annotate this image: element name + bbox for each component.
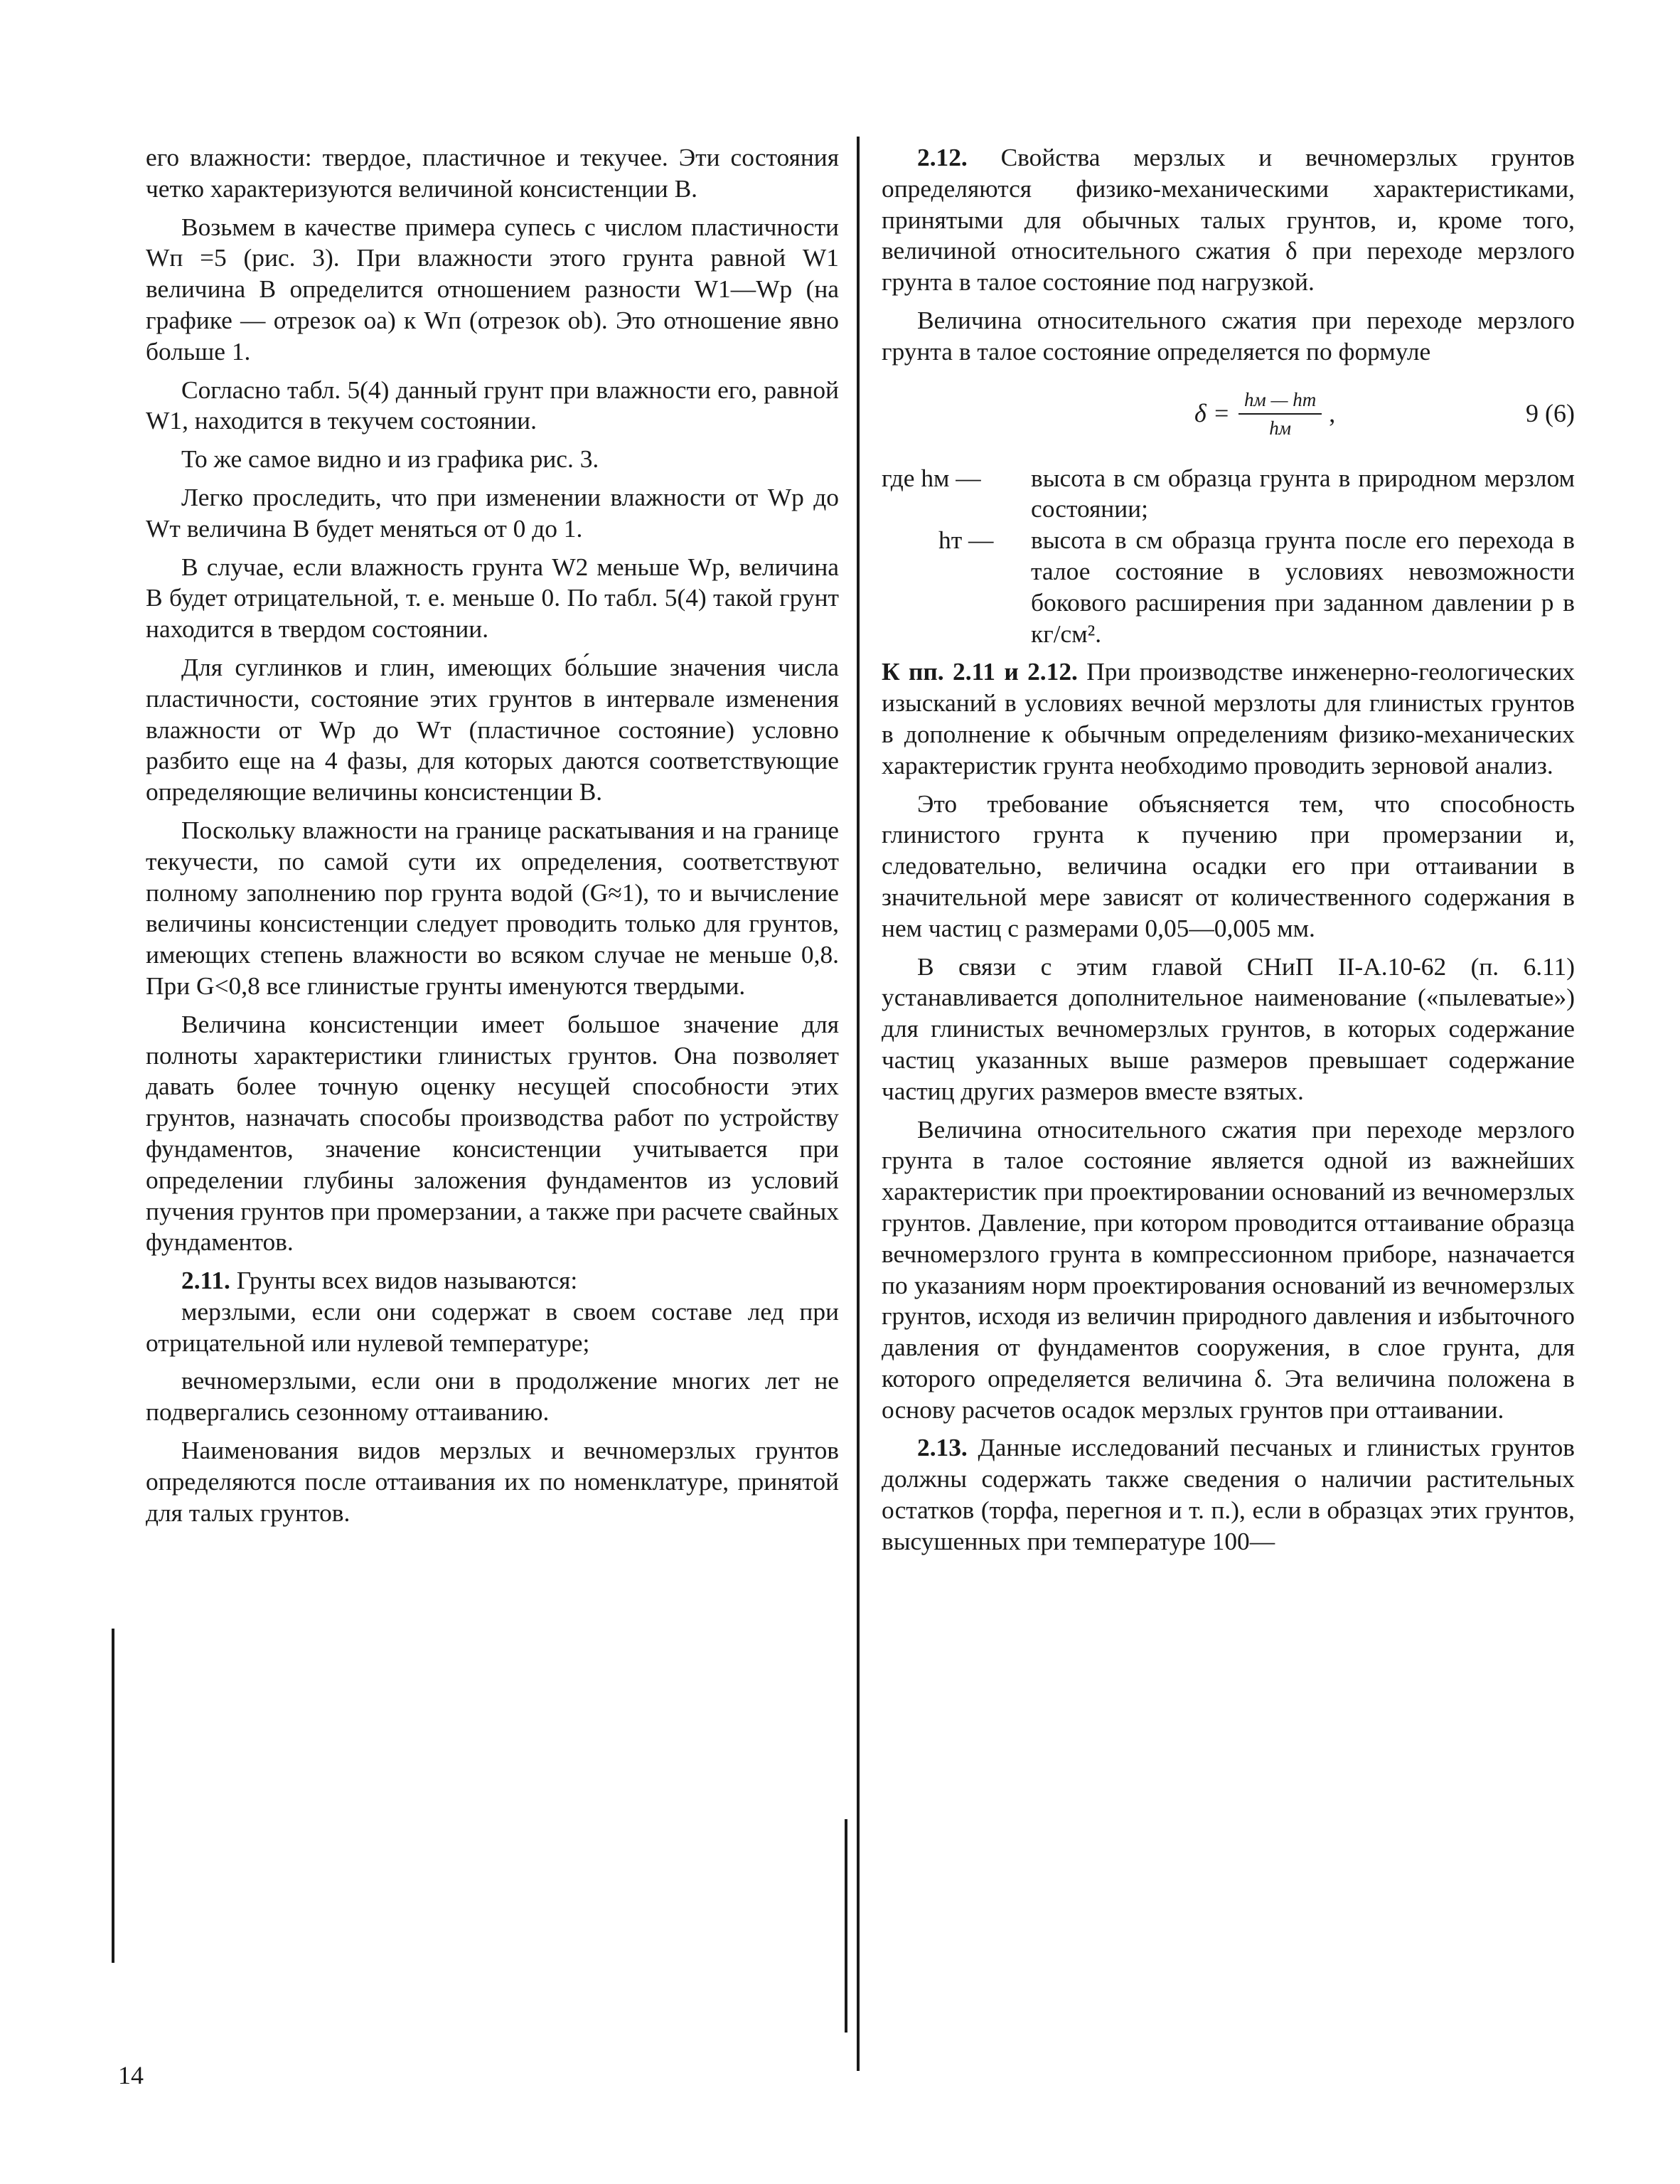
section-2-11 (146, 1265, 839, 1296)
section-2-13 (882, 1432, 1575, 1557)
section-text: Свойства мерзлых и вечномерзлых грунтов определяются физико-механическими характеристиками, принятыми для обычных талых грунтов, и, кроме того, величиной относительного сжатия δ при переходе мерзлого грунта в талое состояние под нагрузкой. (882, 143, 1575, 297)
page-number: 14 (118, 2061, 144, 2089)
margin-change-bar-right (845, 1819, 847, 2033)
paragraph: Легко проследить, что при изменении влажности от Wр до Wт величина B будет меняться от 0 до 1. (146, 482, 839, 543)
paragraph: его влажности: твердое, пластичное и текучее. Эти состояния четко характеризуются величиной консистенции B. (146, 143, 839, 203)
paragraph: Наименования видов мерзлых и вечномерзлых грунтов определяются после оттаивания их по номенклатуре, принятой для талых грунтов. (146, 1436, 839, 1527)
commentary-heading: К пп. 2.11 и 2.12. (882, 657, 1078, 686)
left-column (146, 142, 839, 1535)
paragraph: Величина относительного сжатия при переходе мерзлого грунта в талое состояние определяется по формуле (882, 305, 1575, 366)
section-number: 2.13. (917, 1433, 968, 1462)
formula-numerator: hм — hт (1238, 388, 1322, 415)
paragraph: Величина консистенции имеет большое значение для полноты характеристики глинистых грунтов. Она позволяет давать более точную оценку несущей способности этих грунтов, назначать способы производства работ по устройству фундаментов, значение консистенции учитывается при определении глубины заложения фундаментов из условий пучения грунтов при промерзании, а также при расчете свайных фундаментов. (146, 1009, 839, 1257)
paragraph: вечномерзлыми, если они в продолжение многих лет не подвергались сезонному оттаиванию. (146, 1366, 839, 1427)
paragraph: То же самое видно и из графика рис. 3. (181, 444, 599, 474)
definition-text: высота в см образца грунта после его перехода в талое состояние в условиях невозможности бокового расширения при заданном давлении p в кг/см². (1031, 526, 1575, 648)
definition-symbol: где hм — (882, 463, 981, 492)
paragraph: Величина относительного сжатия при переходе мерзлого грунта в талое состояние является одной из важнейших характеристик при проектировании оснований из вечномерзлых грунтов. Давление, при котором проводится оттаивание образца вечномерзлого грунта в компрессионном приборе, назначается по указаниям норм проектирования оснований из вечномерзлых грунтов, исходя из величин природного давления и избыточного давления от фундаментов сооружения, в слое грунта, для которого определяется величина δ. Эта величина положена в основу расчетов осадок мерзлых грунтов при оттаивании. (882, 1114, 1575, 1424)
paragraph: Для суглинков и глин, имеющих бо́льшие значения числа пластичности, состояние этих грунтов в интервале изменения влажности от Wр до Wт (пластичное состояние) условно разбито еще на 4 фазы, для которых даются соответствующие определяющие величины консистенции B. (146, 652, 839, 806)
formula-lhs: δ = (1194, 398, 1231, 427)
formula-expression (1194, 388, 1335, 440)
definition-h-m (882, 463, 1575, 526)
paragraph: Это требование объясняется тем, что способность глинистого грунта к пучению при промерзании и, следовательно, величина осадки его при оттаивании в значительной мере зависят от количественного содержания в нем частиц с размерами 0,05—0,005 мм. (882, 789, 1575, 942)
paragraph: Согласно табл. 5(4) данный грунт при влажности его, равной W1, находится в текучем состоянии. (146, 375, 839, 435)
section-text: Данные исследований песчаных и глинистых грунтов должны содержать также сведения о наличии растительных остатков (торфа, перегноя и т. п.), если в образцах этих грунтов, высушенных при температуре 100— (882, 1433, 1575, 1555)
paragraph: Поскольку влажности на границе раскатывания и на границе текучести, по самой сути их определения, соответствуют полному заполнению пор грунта водой (G≈1), то и вычисление величины консистенции следует проводить только для грунтов, имеющих степень влажности во всяком случае не меньше 0,8. При G<0,8 все глинистые грунты именуются твердыми. (146, 815, 839, 1000)
definition-symbol: hт — (938, 526, 994, 555)
section-text: Грунты всех видов называются: (236, 1266, 578, 1295)
formula-denominator: hм (1269, 417, 1292, 439)
formula-number: 9 (6) (1526, 398, 1575, 427)
commentary-text: При производстве инженерно-геологических изысканий в условиях вечной мерзлоты для глинистых грунтов в дополнение к обычным определениям физико-механических характеристик грунта необходимо проводить зерновой анализ. (882, 657, 1575, 779)
section-number: 2.11. (181, 1266, 230, 1295)
right-column (882, 142, 1575, 1565)
formula-comma: , (1329, 398, 1336, 427)
paragraph: мерзлыми, если они содержат в своем составе лед при отрицательной или нулевой температуре; (146, 1296, 839, 1357)
formula-fraction (1238, 388, 1322, 440)
commentary-2-11-2-12 (882, 656, 1575, 781)
definition-text: высота в см образца грунта в природном мерзлом состоянии; (1031, 463, 1575, 523)
margin-change-bar-left (112, 1629, 114, 1963)
column-divider (857, 137, 860, 2071)
paragraph: В случае, если влажность грунта W2 меньше Wр, величина B будет отрицательной, т. е. меньше 0. По табл. 5(4) такой грунт находится в твердом состоянии. (146, 552, 839, 644)
formula-9-6 (882, 375, 1575, 453)
paragraph: Возьмем в качестве примера супесь с числом пластичности Wп =5 (рис. 3). При влажности этого грунта равной W1 величина B определится отношением разности W1—Wр (на графике — отрезок oa) к Wп (отрезок ob). Это отношение явно больше 1. (146, 212, 839, 366)
formula-definitions (882, 463, 1575, 650)
section-2-12 (882, 142, 1575, 298)
section-number: 2.12. (917, 143, 968, 171)
definition-h-t (882, 525, 1575, 649)
paragraph: В связи с этим главой СНиП II-А.10-62 (п. 6.11) устанавливается дополнительное наименование («пылеватые») для глинистых вечномерзлых грунтов, в которых содержание частиц указанных выше размеров превышает содержание частиц других размеров вместе взятых. (882, 952, 1575, 1105)
